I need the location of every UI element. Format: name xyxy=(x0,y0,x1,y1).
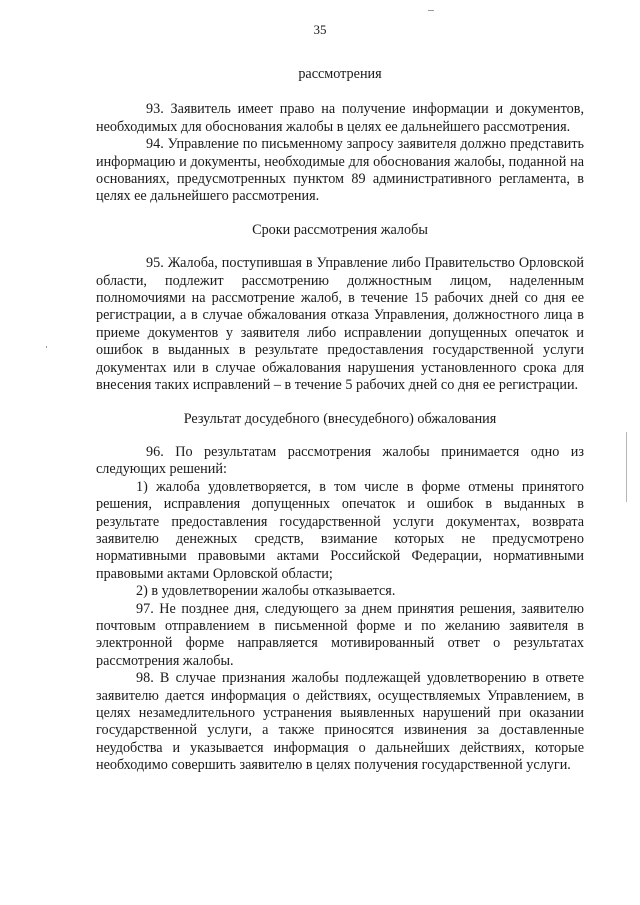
paragraph-98: 98. В случае признания жалобы подлежащей удовлетворению в ответе заявителю дается информация о действиях, осуществляемых Управлением, в целях незамедлительного устранения выявленных нарушений при оказании государственной услуги, а также приносятся извинения за доставленные неудобства и указывается информация о дальнейших действиях, которые необходимо совершить заявителю в целях получения государственной услуги. xyxy=(96,670,584,774)
section-title-review-deadlines: Сроки рассмотрения жалобы xyxy=(252,221,428,238)
paragraph-96-item-2: 2) в удовлетворении жалобы отказывается. xyxy=(136,583,396,600)
section-title-appeal-result: Результат досудебного (внесудебного) обжалования xyxy=(183,410,497,427)
page-number: 35 xyxy=(313,22,327,37)
paragraph-95: 95. Жалоба, поступившая в Управление либо Правительство Орловской области, подлежит рассмотрению должностным лицом, наделенным полномочиями на рассмотрение жалоб, в течение 15 рабочих дней со дня ее регистрации, а в случае обжалования отказа Управления, должностного лица в приеме документов у заявителя либо исправлении допущенных опечаток и ошибок в выданных в результате предоставления государственной услуги документах или в случае обжалования нарушения установленного срока для внесения таких исправлений – в течение 5 рабочих дней со дня ее регистрации. xyxy=(96,255,584,394)
paragraph-96: 96. По результатам рассмотрения жалобы принимается одно из следующих решений: xyxy=(96,443,584,478)
paragraph-93: 93. Заявитель имеет право на получение информации и документов, необходимых для обоснования жалобы в целях ее дальнейшего рассмотрения. xyxy=(96,101,584,135)
paragraph-97: 97. Не позднее дня, следующего за днем принятия решения, заявителю почтовым отправлением в письменной форме и по желанию заявителя в электронной форме направляется мотивированный ответ о результатах рассмотрения жалобы. xyxy=(96,600,584,669)
scan-mark-top xyxy=(428,10,434,11)
continued-heading: рассмотрения xyxy=(298,66,382,82)
paragraph-96-item-1: 1) жалоба удовлетворяется, в том числе в форме отмены принятого решения, исправления допущенных опечаток и ошибок в выданных в результате предоставления государственной услуги документах, возврата заявителю денежных средств, взимание которых не предусмотрено нормативными правовыми актами Российской Федерации, нормативными правовыми актами Орловской области; xyxy=(96,478,584,582)
scan-mark-left xyxy=(46,346,47,348)
document-body xyxy=(96,66,584,775)
scan-mark-right xyxy=(626,432,627,502)
paragraph-94: 94. Управление по письменному запросу заявителя должно представить информацию и документы, необходимые для обоснования жалобы, поданной на основаниях, предусмотренных пунктом 89 административного регламента, в целях ее дальнейшего рассмотрения. xyxy=(96,136,584,205)
